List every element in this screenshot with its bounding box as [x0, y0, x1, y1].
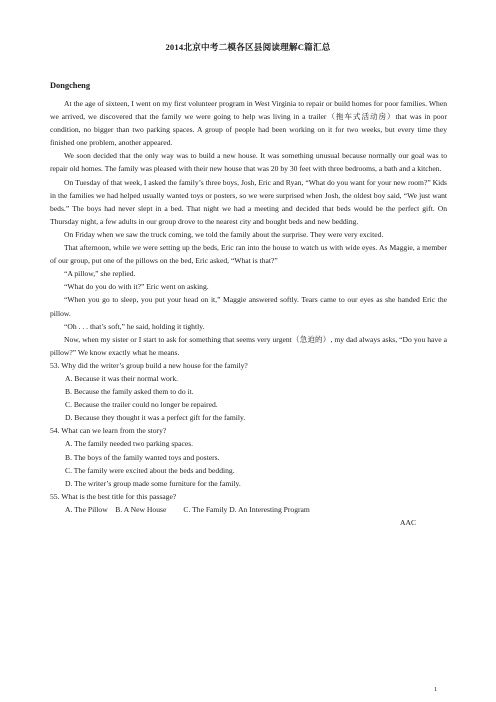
answer-option: B. Because the family asked them to do it.: [65, 387, 194, 397]
paragraph: At the age of sixteen, I went on my first volunteer program in West Virginia to repair or build homes for poor families. When we arrived, we discovered that the family we were going to help was living in a trailer（拖车式活动房）that was in poor condition, no bigger than two parking spaces. A group of people had been working on it for two weeks, but every time they finished one problem, another appeared.: [50, 99, 447, 148]
paragraph: On Tuesday of that week, I asked the family’s three boys, Josh, Eric and Ryan, “What do you want for your new room?” Kids in the families we had helped usually wanted toys or posters, so we were surprised when Josh, the oldest boy said, “We just want beds.” The boys had never slept in a bed. That night we had a meeting and decided that beds would be the perfect gift. On Thursday night, a few adults in our group drove to the nearest city and bought beds and new bedding.: [50, 177, 447, 226]
answer-option: C. The family were excited about the beds and bedding.: [65, 465, 235, 475]
answer-option: D. Because they thought it was a perfect gift for the family.: [65, 413, 246, 423]
section-heading: Dongcheng: [50, 81, 91, 90]
paragraph: “Oh . . . that’s soft,” he said, holding it tightly.: [64, 321, 205, 331]
paragraph: We soon decided that the only way was to build a new house. It was something unusual because normally our goal was to repair old homes. The family was pleased with their new house that was 20 by 30 feet with three bedrooms, a bath and a kitchen.: [50, 151, 447, 174]
answer-options-line: A. The Pillow B. A New House C. The Family D. An Interesting Program: [65, 504, 310, 514]
page-title: 2014北京中考二模各区县阅读理解C篇汇总: [165, 42, 331, 52]
page-number: 1: [434, 686, 438, 693]
answer-key: AAC: [400, 518, 417, 527]
answer-option: D. The writer’s group made some furniture for the family.: [65, 478, 241, 488]
question-stem: 54. What can we learn from the story?: [50, 426, 167, 436]
question-stem: 53. Why did the writer’s group build a new house for the family?: [50, 360, 248, 370]
paragraph: That afternoon, while we were setting up the beds, Eric ran into the house to watch us with wide eyes. As Maggie, a member of our group, put one of the pillows on the bed, Eric asked, “What is that?”: [50, 243, 447, 266]
document-body: [50, 97, 447, 529]
question-stem: 55. What is the best title for this passage?: [50, 491, 177, 501]
answer-option: C. Because the trailer could no longer be repaired.: [65, 400, 218, 410]
paragraph: “A pillow,” she replied.: [64, 269, 136, 279]
answer-option: B. The boys of the family wanted toys and posters.: [65, 452, 220, 462]
paragraph: On Friday when we saw the truck coming, we told the family about the surprise. They were very excited.: [64, 229, 384, 239]
paragraph: Now, when my sister or I start to ask for something that seems very urgent（急迫的）, my dad always asks, “Do you have a pillow?” We know exactly what he means.: [50, 334, 447, 357]
answer-option: A. The family needed two parking spaces.: [65, 439, 194, 449]
paragraph: “When you go to sleep, you put your head on it,” Maggie answered softly. Tears came to our eyes as she handed Eric the pillow.: [50, 295, 447, 318]
paragraph: “What do you do with it?” Eric went on asking.: [64, 282, 209, 292]
answer-option: A. Because it was their normal work.: [65, 373, 179, 383]
